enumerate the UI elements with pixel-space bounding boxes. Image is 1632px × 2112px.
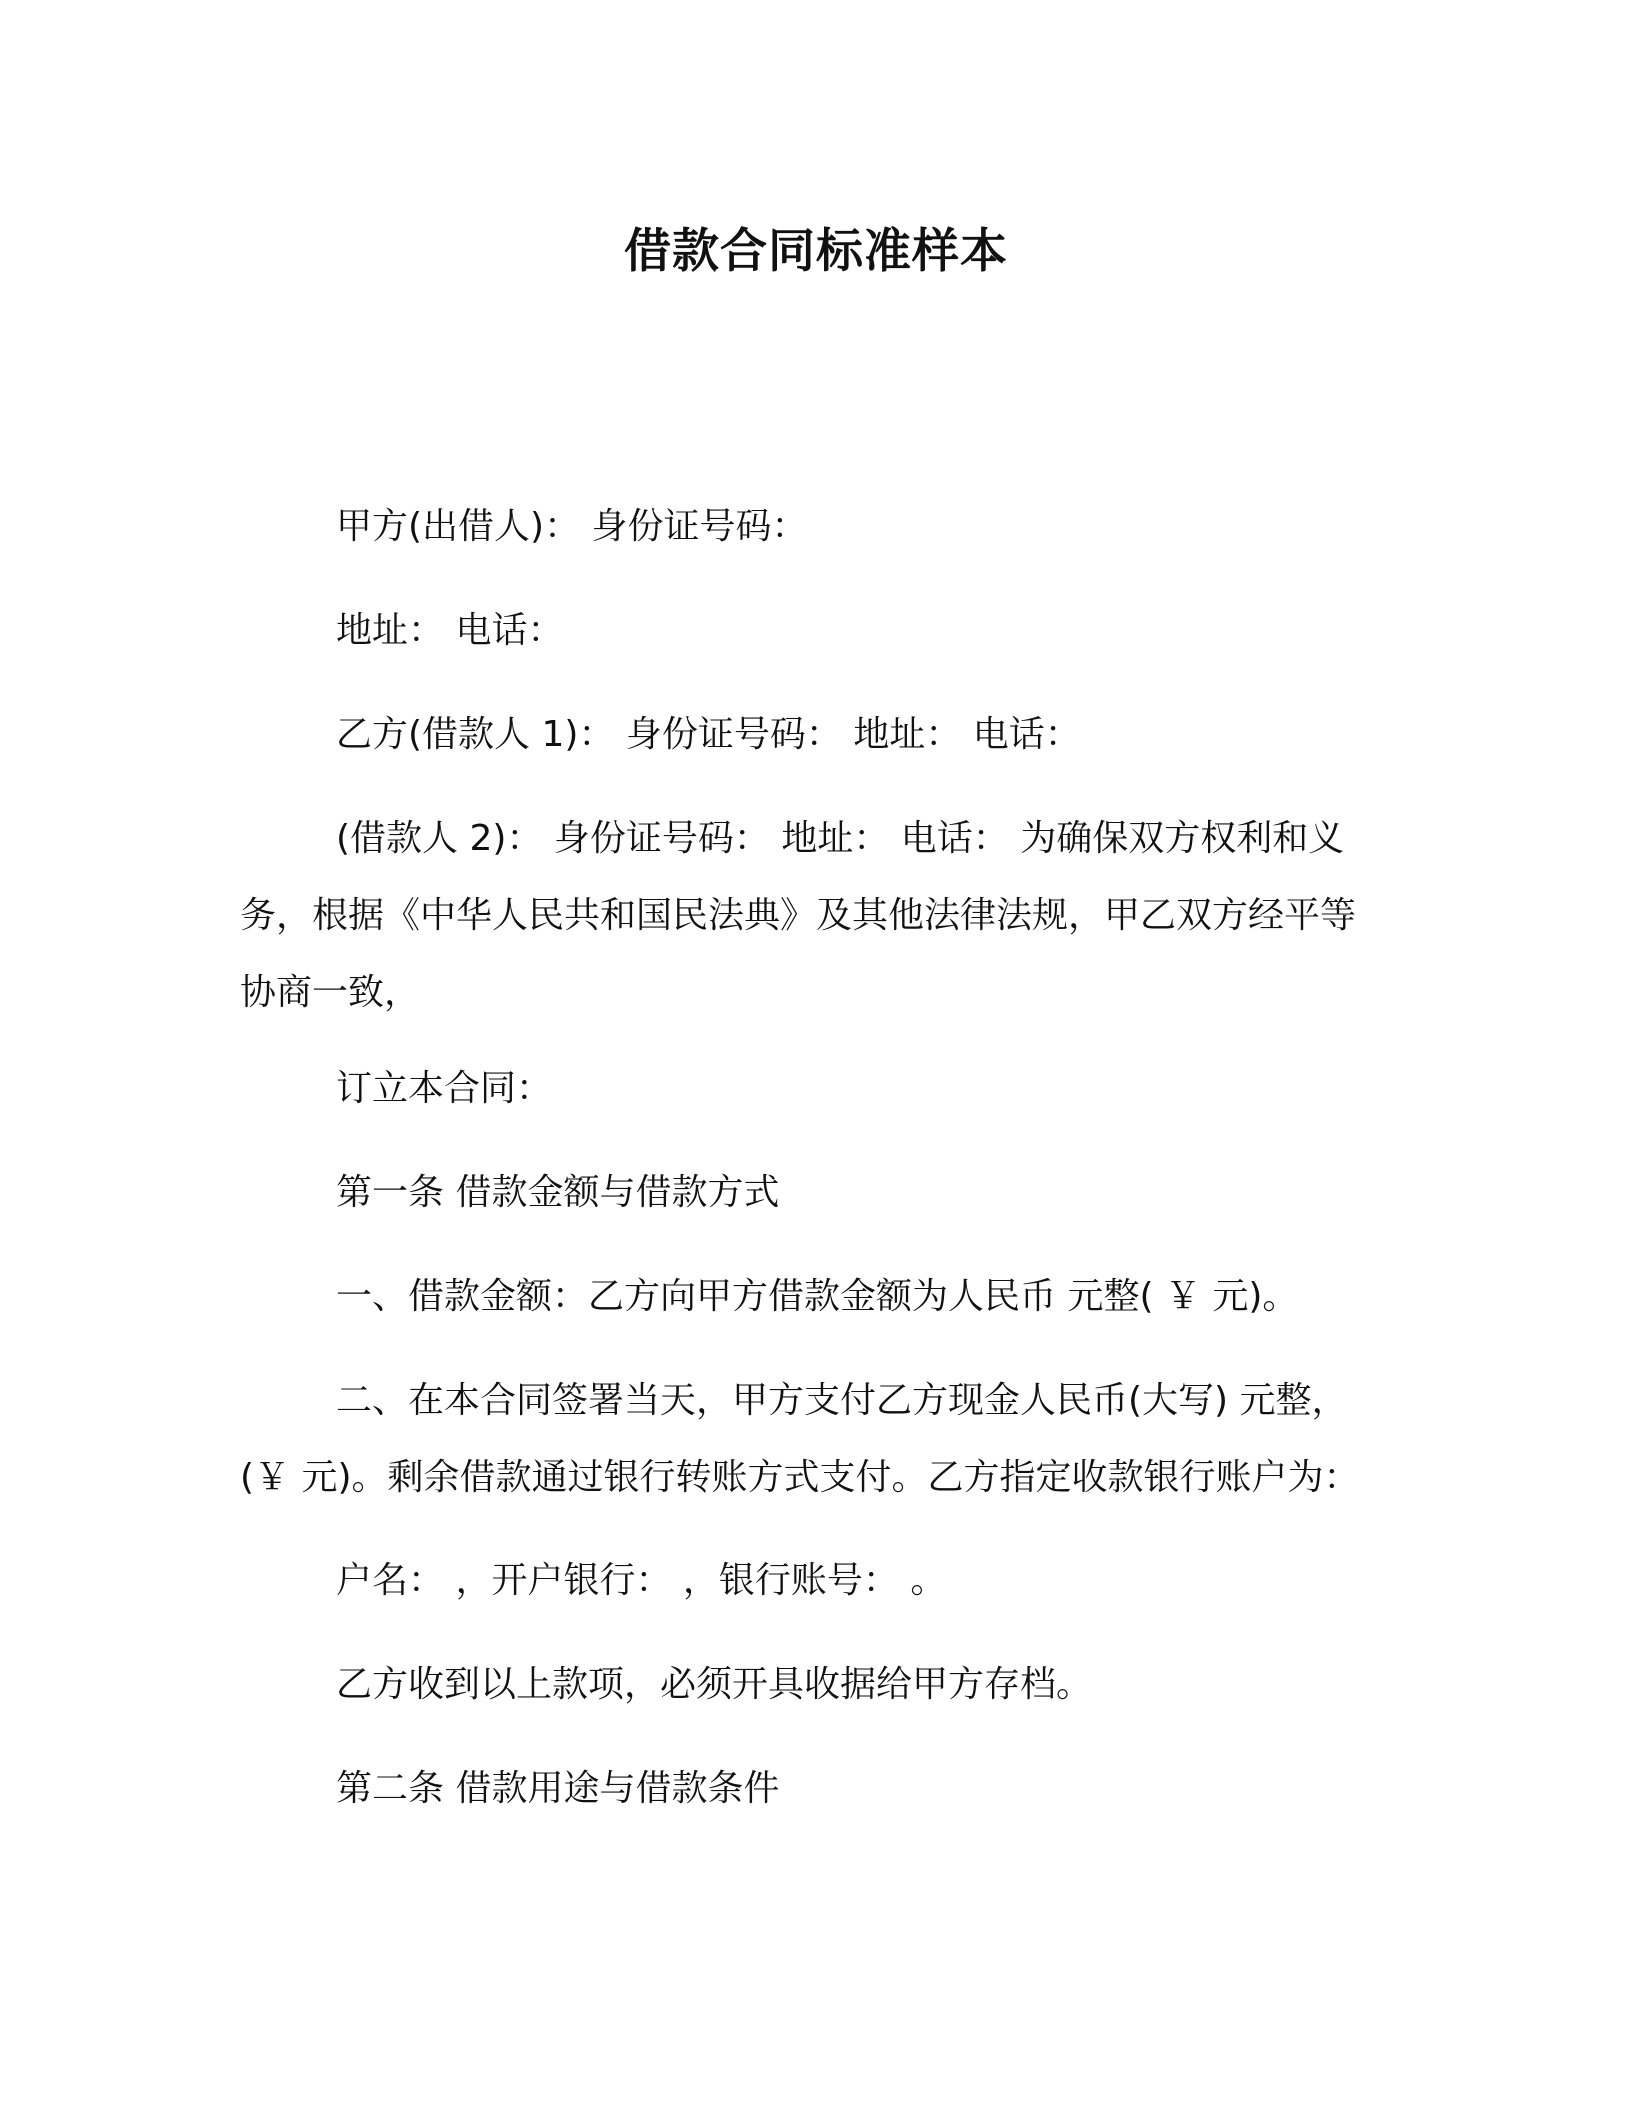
paragraph-lender: 甲方(出借人)： 身份证号码： — [336, 506, 808, 547]
paragraph-borrower-2: (借款人 2)： 身份证号码： 地址： 电话： 为确保双方权利和义务，根据《中华人民共和国民法典》及其他法律法规，甲乙双方经平等协商一致， — [240, 818, 1357, 1013]
clause-bank-account: 户名： ，开户银行： ，银行账号： 。 — [336, 1560, 947, 1601]
article-2-heading: 第二条 借款用途与借款条件 — [336, 1768, 780, 1809]
clause-payment: 二、在本合同签署当天，甲方支付乙方现金人民币(大写) 元整，(￥ 元)。剩余借款通过银行转账方式支付。乙方指定收款银行账户为： — [240, 1380, 1360, 1498]
document-title: 借款合同标准样本 — [624, 224, 1008, 279]
clause-loan-amount: 一、借款金额：乙方向甲方借款金额为人民币 元整( ￥ 元)。 — [336, 1276, 1299, 1317]
paragraph-lender-address: 地址： 电话： — [336, 610, 564, 651]
paragraph-conclude: 订立本合同： — [336, 1068, 553, 1109]
article-1-heading: 第一条 借款金额与借款方式 — [336, 1172, 780, 1213]
clause-receipt: 乙方收到以上款项，必须开具收据给甲方存档。 — [336, 1664, 1093, 1705]
paragraph-borrower-1: 乙方(借款人 1)： 身份证号码： 地址： 电话： — [336, 714, 1081, 755]
